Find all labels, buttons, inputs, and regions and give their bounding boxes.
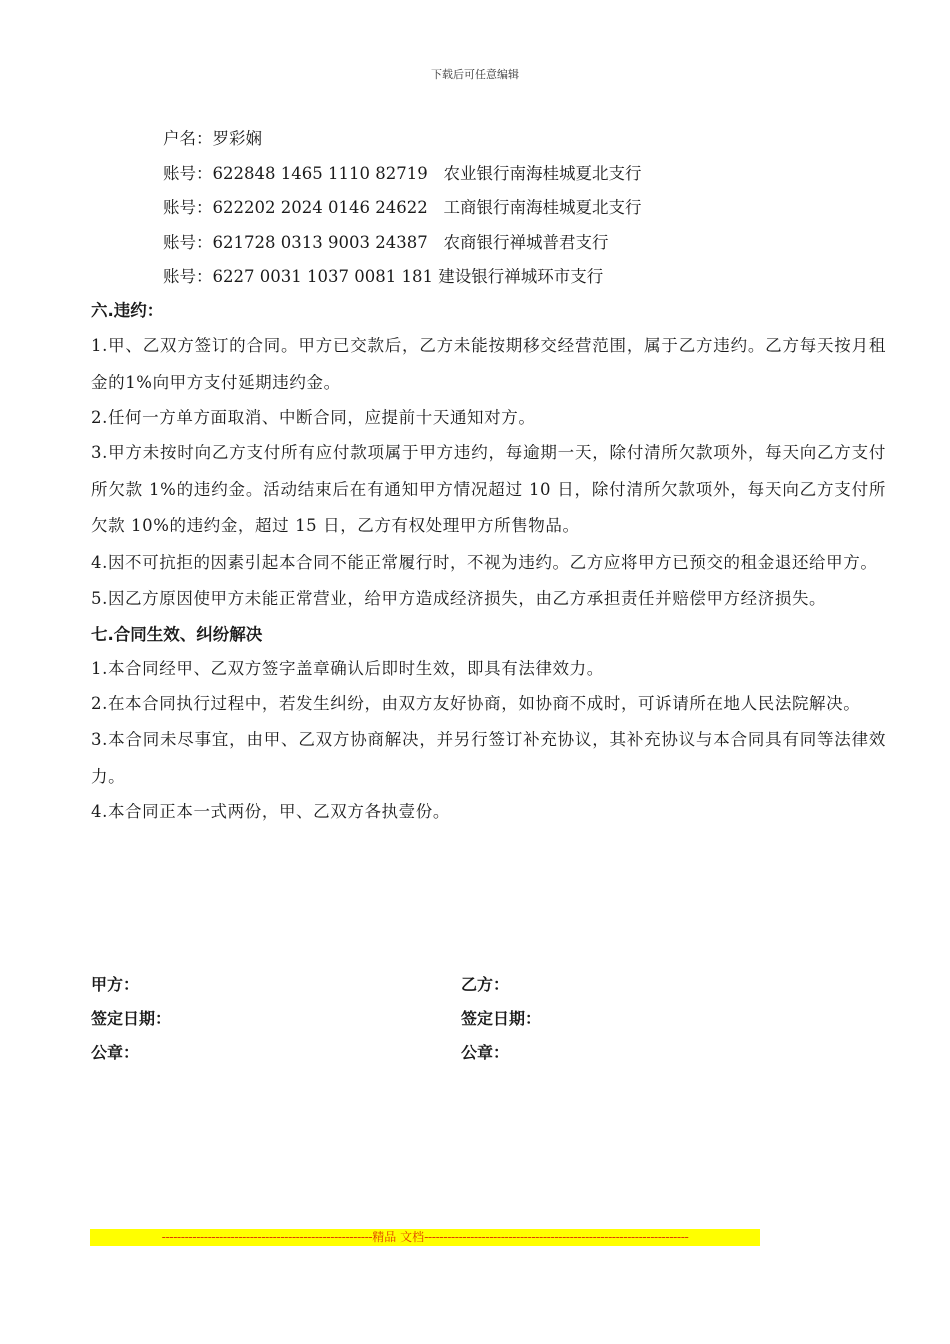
bank-account-info — [163, 122, 641, 295]
holder-name: 罗彩娴 — [212, 129, 262, 148]
account-label: 账号： — [163, 198, 213, 217]
account-line — [163, 191, 641, 226]
page-footer-banner — [90, 1229, 760, 1246]
account-label: 账号： — [163, 267, 213, 286]
section-7-clause-1: 1.本合同经甲、乙双方签字盖章确认后即时生效，即具有法律效力。 — [91, 658, 604, 678]
footer-dashes-right: --------------------------------------------------------------------- — [424, 1230, 689, 1244]
section-7-clause-2: 2.在本合同执行过程中，若发生纠纷，由双方友好协商，如协商不成时，可诉请所在地人民法院解决。 — [91, 693, 861, 713]
holder-label: 户名： — [163, 129, 213, 148]
section-7-heading: 七.合同生效、纠纷解决 — [91, 624, 263, 644]
account-label: 账号： — [163, 232, 213, 252]
section-6-clause-4: 4.因不可抗拒的因素引起本合同不能正常履行时，不视为违约。乙方应将甲方已预交的租金退还给甲方。 — [91, 552, 878, 572]
bank-name: 农业银行南海桂城夏北支行 — [443, 163, 642, 183]
account-number: 622202 2024 0146 24622 — [212, 198, 428, 217]
party-a-date-label: 签定日期： — [91, 1009, 172, 1028]
contract-body — [91, 294, 886, 829]
account-holder — [163, 122, 641, 157]
party-b-label: 乙方： — [461, 975, 510, 994]
signature-block — [91, 968, 791, 1070]
section-6-heading: 六.违约： — [91, 301, 164, 320]
account-line — [163, 157, 641, 192]
account-number: 621728 0313 9003 24387 — [212, 232, 428, 252]
party-a-label: 甲方： — [91, 975, 140, 994]
account-label: 账号： — [163, 163, 213, 183]
footer-dashes-left: ------------------------------------------------------- — [161, 1230, 373, 1244]
bank-name: 工商银行南海桂城夏北支行 — [443, 198, 642, 217]
section-6-clause-1: 1.甲、乙双方签订的合同。甲方已交款后，乙方未能按期移交经营范围，属于乙方违约。乙方每天按月租金的1%向甲方支付延期违约金。 — [91, 336, 886, 392]
account-number: 622848 1465 1110 82719 — [212, 163, 428, 183]
signature-party-row — [91, 968, 791, 1002]
signature-seal-row — [91, 1036, 791, 1070]
bank-name: 建设银行禅城环市支行 — [438, 267, 604, 286]
bank-name: 农商银行禅城普君支行 — [443, 232, 609, 252]
party-a-seal-label: 公章： — [91, 1043, 140, 1062]
section-7-clause-3: 3.本合同未尽事宜，由甲、乙双方协商解决，并另行签订补充协议，其补充协议与本合同具有同等法律效力。 — [91, 730, 886, 786]
section-6-clause-3: 3.甲方未按时向乙方支付所有应付款项属于甲方违约，每逾期一天，除付清所欠款项外，每天向乙方支付所欠款 1%的违约金。活动结束后在有通知甲方情况超过 10 日，除付清所欠款项外，每天向乙方支付所欠款 10%的违约金，超过 15 日，乙方有权处理甲方所售物品。 — [91, 443, 886, 535]
footer-text: 精品 文档 — [372, 1230, 425, 1244]
signature-date-row — [91, 1002, 791, 1036]
section-6-clause-2: 2.任何一方单方面取消、中断合同，应提前十天通知对方。 — [91, 408, 536, 427]
party-b-date-label: 签定日期： — [461, 1009, 542, 1028]
account-number: 6227 0031 1037 0081 181 — [212, 267, 433, 286]
account-line — [163, 260, 641, 295]
party-b-seal-label: 公章： — [461, 1043, 510, 1062]
section-6-clause-5: 5.因乙方原因使甲方未能正常营业，给甲方造成经济损失，由乙方承担责任并赔偿甲方经济损失。 — [91, 589, 827, 608]
section-7-clause-4: 4.本合同正本一式两份，甲、乙双方各执壹份。 — [91, 802, 450, 821]
page-header-note: 下载后可任意编辑 — [431, 68, 519, 81]
account-line — [163, 226, 641, 261]
